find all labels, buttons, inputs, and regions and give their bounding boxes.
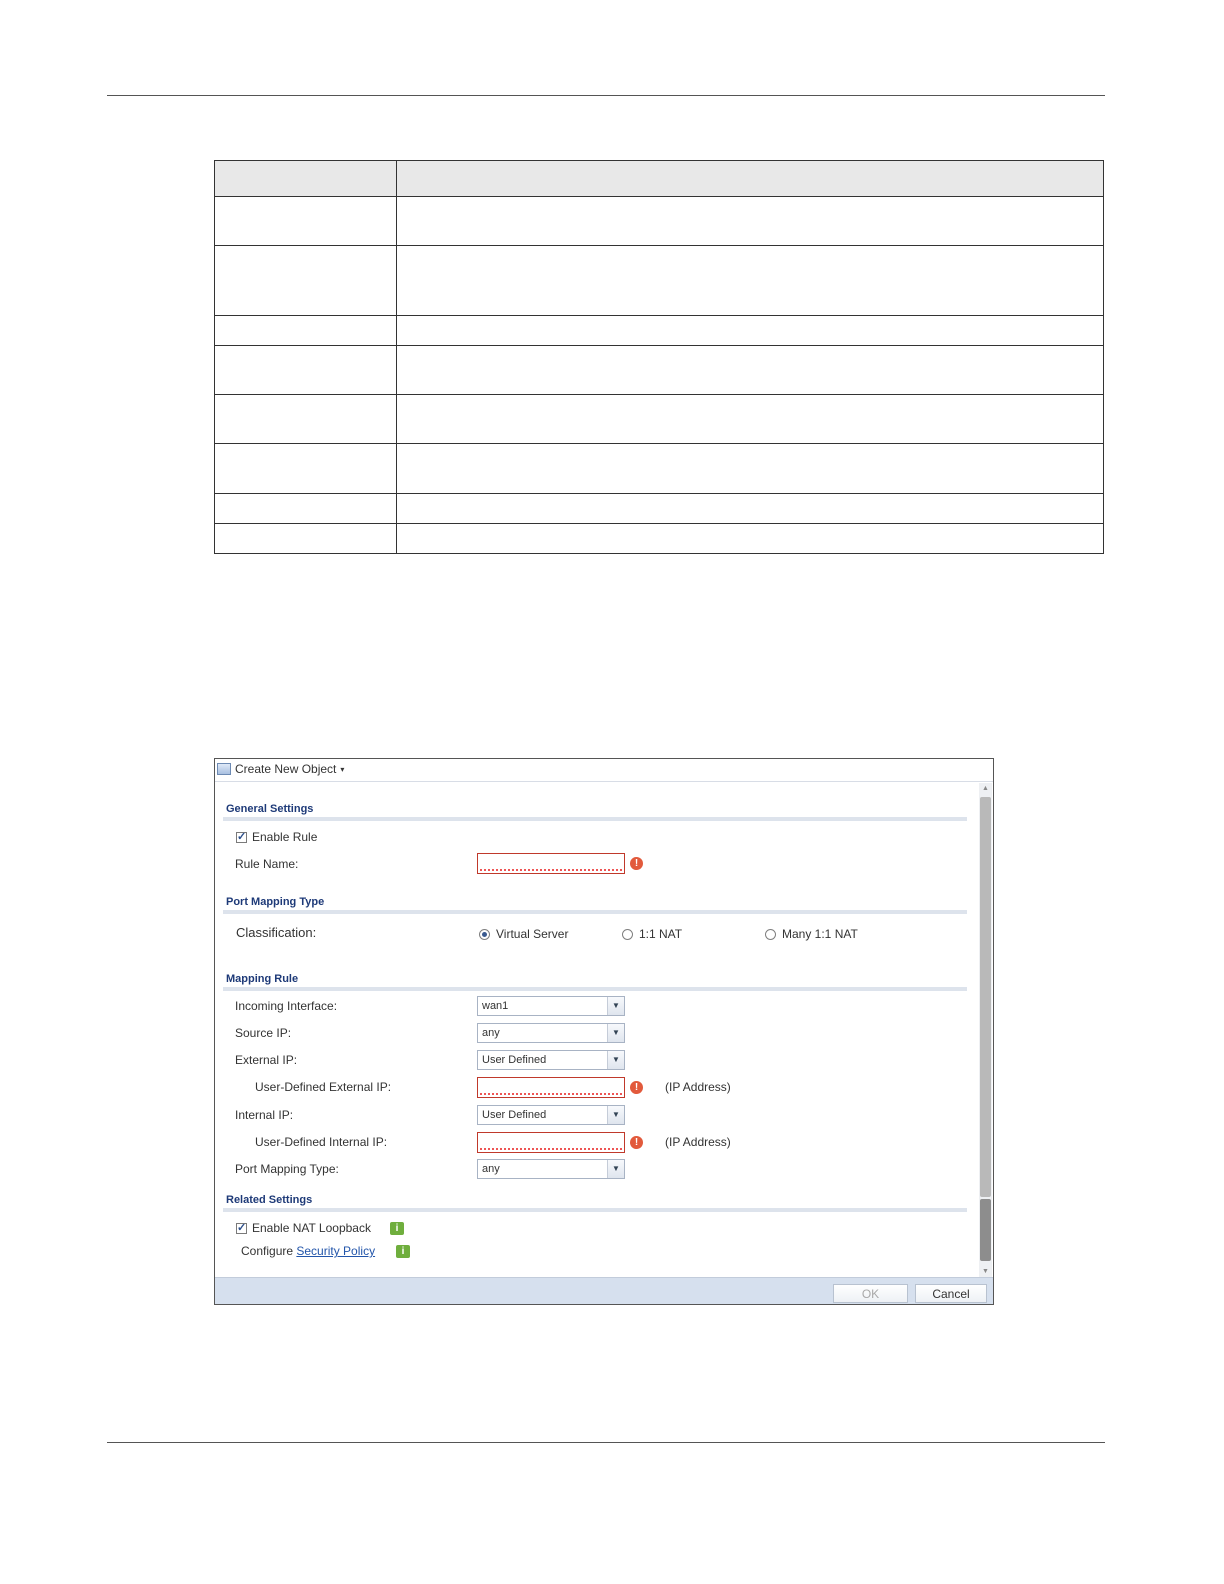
error-icon: !	[630, 1081, 643, 1094]
user-defined-external-ip-input[interactable]	[477, 1077, 625, 1098]
info-icon[interactable]: i	[390, 1222, 404, 1235]
info-icon[interactable]: i	[396, 1245, 410, 1258]
menu-bar	[215, 759, 993, 782]
table-row	[215, 395, 1104, 444]
cancel-button[interactable]: Cancel	[915, 1284, 987, 1303]
one-to-one-nat-label: 1:1 NAT	[639, 927, 683, 941]
caret-down-icon: ▾	[340, 764, 345, 774]
internal-ip-value: User Defined	[482, 1109, 547, 1121]
enable-nat-loopback-label: Enable NAT Loopback	[252, 1221, 371, 1235]
error-icon: !	[630, 857, 643, 870]
one-to-one-nat-radio[interactable]	[622, 929, 633, 940]
chevron-down-icon: ▼	[607, 1024, 624, 1042]
table-row	[215, 316, 1104, 346]
chevron-down-icon: ▼	[607, 1160, 624, 1178]
add-nat-rule-dialog	[214, 758, 994, 1305]
port-mapping-type-label: Port Mapping Type:	[235, 1162, 339, 1176]
source-ip-value: any	[482, 1027, 500, 1039]
table-row	[215, 197, 1104, 246]
external-ip-label: External IP:	[235, 1053, 298, 1067]
source-ip-select[interactable]	[477, 1023, 625, 1043]
incoming-interface-value: wan1	[482, 1000, 509, 1012]
user-defined-external-ip-label: User-Defined External IP:	[255, 1080, 392, 1094]
enable-rule-label: Enable Rule	[252, 830, 318, 844]
virtual-server-radio[interactable]	[479, 929, 490, 940]
section-divider	[223, 1208, 967, 1212]
ip-address-hint: (IP Address)	[665, 1080, 731, 1094]
error-icon: !	[630, 1136, 643, 1149]
port-mapping-type-value: any	[482, 1163, 500, 1175]
reference-table	[214, 160, 1104, 554]
footer-rule	[107, 1442, 1105, 1443]
classification-label: Classification:	[236, 925, 317, 940]
scroll-thumb-lower[interactable]	[980, 1199, 991, 1261]
configure-security-policy	[241, 1244, 375, 1258]
section-divider	[223, 987, 967, 991]
internal-ip-select[interactable]	[477, 1105, 625, 1125]
chevron-down-icon: ▼	[607, 997, 624, 1015]
table-row	[215, 494, 1104, 524]
scroll-down-icon[interactable]: ▼	[982, 1268, 989, 1275]
section-divider	[223, 817, 967, 821]
many-one-to-one-nat-label: Many 1:1 NAT	[782, 927, 858, 941]
virtual-server-label: Virtual Server	[496, 927, 569, 941]
ok-button[interactable]: OK	[833, 1284, 908, 1303]
rule-name-label: Rule Name:	[235, 857, 299, 871]
related-settings-title: Related Settings	[226, 1194, 313, 1206]
table-header-row	[215, 161, 1104, 197]
user-defined-internal-ip-label: User-Defined Internal IP:	[255, 1135, 388, 1149]
table-row	[215, 524, 1104, 554]
create-new-object-menu[interactable]	[217, 762, 344, 776]
table-row	[215, 246, 1104, 316]
vertical-scrollbar[interactable]	[979, 783, 992, 1278]
source-ip-label: Source IP:	[235, 1026, 292, 1040]
security-policy-link[interactable]: Security Policy	[296, 1244, 376, 1258]
header-rule	[107, 95, 1105, 96]
internal-ip-label: Internal IP:	[235, 1108, 294, 1122]
dialog-footer	[215, 1277, 993, 1304]
enable-rule-checkbox[interactable]	[236, 832, 247, 843]
object-icon	[217, 763, 231, 775]
incoming-interface-label: Incoming Interface:	[235, 999, 338, 1013]
create-new-object-label: Create New Object	[235, 762, 337, 776]
mapping-rule-title: Mapping Rule	[226, 973, 299, 985]
rule-name-input[interactable]	[477, 853, 625, 874]
many-one-to-one-nat-radio[interactable]	[765, 929, 776, 940]
incoming-interface-select[interactable]	[477, 996, 625, 1016]
table-row	[215, 346, 1104, 395]
general-settings-title: General Settings	[226, 803, 314, 815]
table-row	[215, 444, 1104, 494]
port-mapping-type-title: Port Mapping Type	[226, 896, 325, 908]
configure-label: Configure	[241, 1244, 294, 1258]
section-divider	[223, 910, 967, 914]
ip-address-hint: (IP Address)	[665, 1135, 731, 1149]
port-mapping-type-select[interactable]	[477, 1159, 625, 1179]
external-ip-value: User Defined	[482, 1054, 547, 1066]
chevron-down-icon: ▼	[607, 1106, 624, 1124]
enable-nat-loopback-checkbox[interactable]	[236, 1223, 247, 1234]
scroll-thumb[interactable]	[980, 797, 991, 1197]
external-ip-select[interactable]	[477, 1050, 625, 1070]
user-defined-internal-ip-input[interactable]	[477, 1132, 625, 1153]
chevron-down-icon: ▼	[607, 1051, 624, 1069]
scroll-up-icon[interactable]: ▲	[982, 785, 989, 792]
